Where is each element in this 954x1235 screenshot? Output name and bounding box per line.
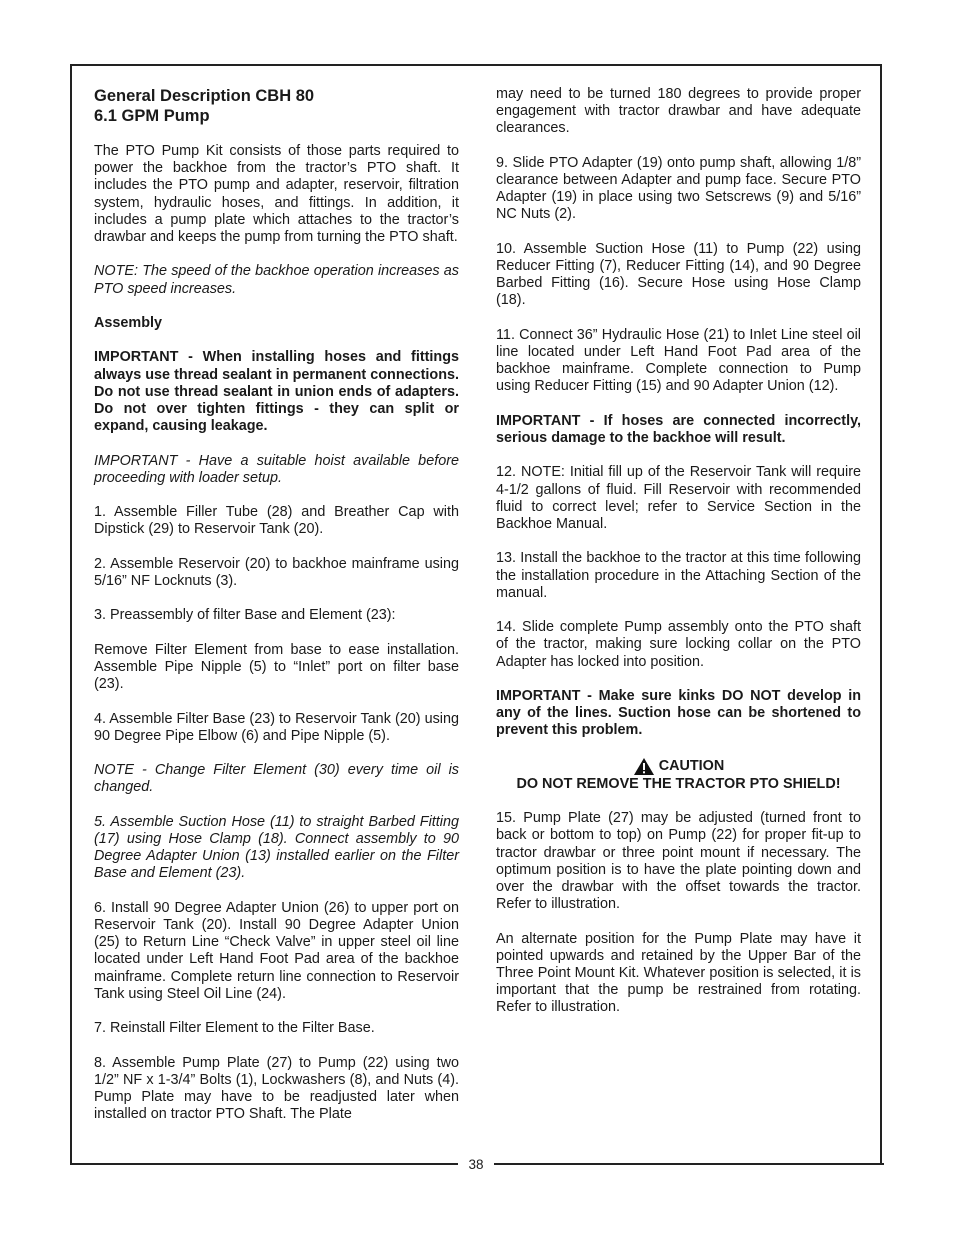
step-3: 3. Preassembly of filter Base and Element (23): [94, 607, 396, 624]
important-kinks: IMPORTANT - Make sure kinks DO NOT develop in any of the lines. Suction hose can be shortened to prevent this problem. [496, 687, 861, 739]
bottom-rule-right [494, 1163, 884, 1165]
left-column [94, 86, 459, 1141]
caution-label: CAUTION [658, 757, 725, 774]
important-hoist: IMPORTANT - Have a suitable hoist available before proceeding with loader setup. [94, 452, 459, 486]
assembly-heading: Assembly [94, 315, 162, 331]
step-13: 13. Install the backhoe to the tractor at this time following the installation procedure in the Attaching Section of the manual. [496, 550, 861, 601]
step-1: 1. Assemble Filler Tube (28) and Breather Cap with Dipstick (29) to Reservoir Tank (20). [94, 504, 459, 538]
title-line-1: General Description CBH 80 [94, 87, 315, 105]
step-14: 14. Slide complete Pump assembly onto the PTO shaft of the tractor, making sure locking collar on the PTO Adapter has locked into position. [496, 619, 861, 670]
step-9: 9. Slide PTO Adapter (19) onto pump shaft, allowing 1/8” clearance between Adapter and pump face. Secure PTO Adapter (19) in place using two Setscrews (9) and 5/16” NC Nuts (2). [496, 154, 861, 223]
title-line-2: 6.1 GPM Pump [94, 107, 210, 125]
step-2: 2. Assemble Reservoir (20) to backhoe mainframe using 5/16” NF Locknuts (3). [94, 555, 459, 589]
page-number: 38 [468, 1157, 484, 1172]
alternate-position: An alternate position for the Pump Plate may have it pointed upwards and retained by the Upper Bar of the Three Point Mount Kit. Whatever position is selected, it is important that the pump be restrained from rotating. Refer to illustration. [496, 930, 861, 1016]
section-title [94, 86, 459, 126]
intro-paragraph: The PTO Pump Kit consists of those parts required to power the backhoe from the tractor’s PTO shaft. It includes the PTO pump and adapter, reservoir, filtration system, hydraulic hoses, and fittings. In addition, it includes a pump plate which attaches to the tractor’s drawbar and keeps the pump from turning the PTO shaft. [94, 143, 459, 246]
step-11: 11. Connect 36” Hydraulic Hose (21) to Inlet Line steel oil line located under Left Hand Foot Pad area of the backhoe mainframe. Complete connection to Pump using Reducer Fitting (15) and 90 Adapter Union (12). [496, 326, 861, 395]
step-15: 15. Pump Plate (27) may be adjusted (turned front to back or bottom to top) on Pump (22) for proper fit-up to tractor drawbar or three point mount if necessary. The optimum position is to have the plate pointing down and over the drawbar with the offset towards the tractor. Refer to illustration. [496, 810, 861, 913]
right-column [496, 86, 861, 1034]
important-hoses: IMPORTANT - If hoses are connected incorrectly, serious damage to the backhoe will result. [496, 412, 861, 446]
warning-icon [633, 757, 655, 776]
caution-header [496, 757, 861, 776]
step-8-continued: may need to be turned 180 degrees to provide proper engagement with tractor drawbar and have adequate clearances. [496, 86, 861, 137]
filter-note: NOTE - Change Filter Element (30) every time oil is changed. [94, 762, 459, 796]
step-3-detail: Remove Filter Element from base to ease installation. Assemble Pipe Nipple (5) to “Inlet” port on filter base (23). [94, 641, 459, 693]
step-8: 8. Assemble Pump Plate (27) to Pump (22) using two 1/2” NF x 1-3/4” Bolts (1), Lockwashers (8), and Nuts (4). Pump Plate may have to be readjusted later when installed on tractor PTO Shaft. The Plate [94, 1054, 459, 1123]
step-5: 5. Assemble Suction Hose (11) to straight Barbed Fitting (17) using Hose Clamp (18). Connect assembly to 90 Degree Adapter Union (13) installed earlier on the Filter Base and Element (23). [94, 813, 459, 882]
bottom-rule-left [70, 1163, 458, 1165]
caution-block [496, 757, 861, 793]
speed-note: NOTE: The speed of the backhoe operation increases as PTO speed increases. [94, 263, 459, 297]
step-7: 7. Reinstall Filter Element to the Filter Base. [94, 1020, 375, 1037]
step-6: 6. Install 90 Degree Adapter Union (26) to upper port on Reservoir Tank (20). Install 90 Degree Adapter Union (25) to Return Line “Check Valve” in upper steel oil line located under Left Hand Foot Pad area of the backhoe mainframe. Complete return line connection to Reservoir Tank using Steel Oil Line (24). [94, 899, 459, 1002]
step-12: 12. NOTE: Initial fill up of the Reservoir Tank will require 4-1/2 gallons of fluid. Fill Reservoir with recommended fluid to correct level; refer to Service Section in the Backhoe Manual. [496, 464, 861, 532]
caution-text: DO NOT REMOVE THE TRACTOR PTO SHIELD! [516, 775, 841, 792]
important-thread-sealant: IMPORTANT - When installing hoses and fittings always use thread sealant in permanent connections. Do not use thread sealant in union ends of adapters. Do not over tighten fittings - they can split or expand, causing leakage. [94, 349, 459, 435]
step-4: 4. Assemble Filter Base (23) to Reservoir Tank (20) using 90 Degree Pipe Elbow (6) and Pipe Nipple (5). [94, 710, 459, 744]
step-10: 10. Assemble Suction Hose (11) to Pump (22) using Reducer Fitting (7), Reducer Fitting (14), and 90 Degree Barbed Fitting (16). Secure Hose using Hose Clamp (18). [496, 240, 861, 309]
